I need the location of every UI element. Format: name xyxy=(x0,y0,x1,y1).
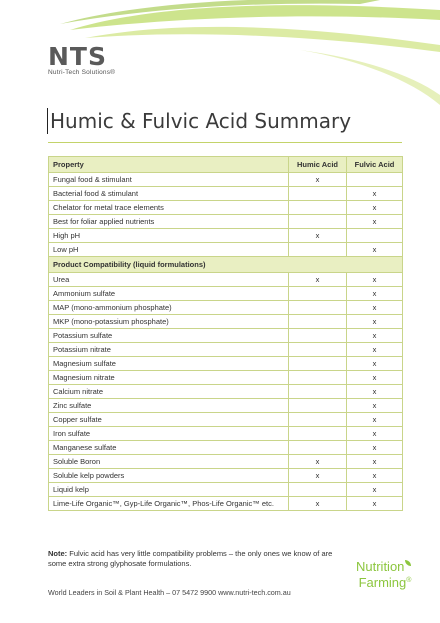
fulvic-cell: x xyxy=(347,385,403,399)
humic-cell xyxy=(289,315,347,329)
fulvic-cell xyxy=(347,229,403,243)
fulvic-cell: x xyxy=(347,399,403,413)
row-label: Potassium sulfate xyxy=(49,329,289,343)
humic-cell xyxy=(289,483,347,497)
table-row xyxy=(49,371,403,385)
humic-cell xyxy=(289,399,347,413)
fulvic-cell: x xyxy=(347,315,403,329)
humic-cell xyxy=(289,343,347,357)
row-label: MAP (mono-ammonium phosphate) xyxy=(49,301,289,315)
section-header-row xyxy=(49,257,403,273)
table-row xyxy=(49,173,403,187)
fulvic-cell: x xyxy=(347,483,403,497)
row-label: Lime-Life Organic™, Gyp-Life Organic™, Phos-Life Organic™ etc. xyxy=(49,497,289,511)
row-label: Potassium nitrate xyxy=(49,343,289,357)
humic-cell xyxy=(289,287,347,301)
table-row xyxy=(49,385,403,399)
fulvic-cell: x xyxy=(347,187,403,201)
brand-line1: Nutrition xyxy=(356,559,405,574)
fulvic-cell: x xyxy=(347,469,403,483)
humic-cell xyxy=(289,357,347,371)
row-label: Magnesium sulfate xyxy=(49,357,289,371)
table-header-row xyxy=(49,157,403,173)
fulvic-cell: x xyxy=(347,427,403,441)
row-label: Urea xyxy=(49,273,289,287)
humic-cell: x xyxy=(289,273,347,287)
humic-cell: x xyxy=(289,229,347,243)
note-text xyxy=(48,549,348,569)
header-fulvic-acid: Fulvic Acid xyxy=(347,157,403,173)
fulvic-cell: x xyxy=(347,497,403,511)
nutrition-farming-logo xyxy=(356,560,411,590)
logo-subtitle: Nutri-Tech Solutions® xyxy=(48,69,116,76)
humic-cell: x xyxy=(289,497,347,511)
table-row xyxy=(49,413,403,427)
humic-cell xyxy=(289,187,347,201)
row-label: Liquid kelp xyxy=(49,483,289,497)
fulvic-cell: x xyxy=(347,329,403,343)
table-row xyxy=(49,329,403,343)
table-row xyxy=(49,469,403,483)
footer-text: World Leaders in Soil & Plant Health – 07 5472 9900 www.nutri-tech.com.au xyxy=(48,588,291,597)
row-label: MKP (mono-potassium phosphate) xyxy=(49,315,289,329)
humic-cell: x xyxy=(289,469,347,483)
row-label: Bacterial food & stimulant xyxy=(49,187,289,201)
row-label: Best for foliar applied nutrients xyxy=(49,215,289,229)
section-title: Product Compatibility (liquid formulations) xyxy=(49,257,403,273)
page-title[interactable]: Humic & Fulvic Acid Summary xyxy=(50,109,352,133)
humic-cell xyxy=(289,427,347,441)
fulvic-cell: x xyxy=(347,343,403,357)
nts-logo xyxy=(48,44,115,76)
table-row xyxy=(49,343,403,357)
humic-cell xyxy=(289,413,347,427)
table-row xyxy=(49,201,403,215)
table-row xyxy=(49,399,403,413)
row-label: Soluble kelp powders xyxy=(49,469,289,483)
fulvic-cell: x xyxy=(347,201,403,215)
leaf-icon xyxy=(405,560,411,566)
humic-cell xyxy=(289,215,347,229)
table-row xyxy=(49,315,403,329)
table-body xyxy=(49,173,403,511)
fulvic-cell: x xyxy=(347,413,403,427)
title-divider xyxy=(48,142,402,143)
fulvic-cell: x xyxy=(347,455,403,469)
table-row xyxy=(49,215,403,229)
humic-cell xyxy=(289,301,347,315)
fulvic-cell: x xyxy=(347,441,403,455)
fulvic-cell: x xyxy=(347,371,403,385)
humic-cell xyxy=(289,243,347,257)
row-label: High pH xyxy=(49,229,289,243)
row-label: Low pH xyxy=(49,243,289,257)
table-row xyxy=(49,427,403,441)
humic-cell xyxy=(289,441,347,455)
row-label: Zinc sulfate xyxy=(49,399,289,413)
row-label: Iron sulfate xyxy=(49,427,289,441)
humic-cell xyxy=(289,385,347,399)
fulvic-cell: x xyxy=(347,273,403,287)
note-label: Note: xyxy=(48,549,68,558)
brand-mark: ® xyxy=(406,577,412,584)
table-row xyxy=(49,273,403,287)
row-label: Manganese sulfate xyxy=(49,441,289,455)
row-label: Copper sulfate xyxy=(49,413,289,427)
table-row xyxy=(49,441,403,455)
row-label: Magnesium nitrate xyxy=(49,371,289,385)
row-label: Soluble Boron xyxy=(49,455,289,469)
summary-table xyxy=(48,156,403,511)
table-row xyxy=(49,229,403,243)
row-label: Calcium nitrate xyxy=(49,385,289,399)
header-property: Property xyxy=(49,157,289,173)
table-row xyxy=(49,483,403,497)
title-area xyxy=(47,108,351,134)
table-row xyxy=(49,187,403,201)
humic-cell xyxy=(289,329,347,343)
table-row xyxy=(49,357,403,371)
row-label: Ammonium sulfate xyxy=(49,287,289,301)
table-row xyxy=(49,455,403,469)
humic-cell xyxy=(289,201,347,215)
text-caret xyxy=(47,108,48,134)
fulvic-cell: x xyxy=(347,301,403,315)
table-row xyxy=(49,301,403,315)
row-label: Chelator for metal trace elements xyxy=(49,201,289,215)
fulvic-cell: x xyxy=(347,357,403,371)
fulvic-cell: x xyxy=(347,215,403,229)
logo-text: NTS xyxy=(48,42,107,71)
fulvic-cell: x xyxy=(347,243,403,257)
table-row xyxy=(49,243,403,257)
table-row xyxy=(49,497,403,511)
fulvic-cell xyxy=(347,173,403,187)
fulvic-cell: x xyxy=(347,287,403,301)
humic-cell xyxy=(289,371,347,385)
brand-line2: Farming xyxy=(358,575,407,590)
header-humic-acid: Humic Acid xyxy=(289,157,347,173)
note-body: Fulvic acid has very little compatibility problems – the only ones we know of are some extra strong glyphosate formulations. xyxy=(48,549,333,568)
humic-cell: x xyxy=(289,455,347,469)
table-row xyxy=(49,287,403,301)
humic-cell: x xyxy=(289,173,347,187)
row-label: Fungal food & stimulant xyxy=(49,173,289,187)
